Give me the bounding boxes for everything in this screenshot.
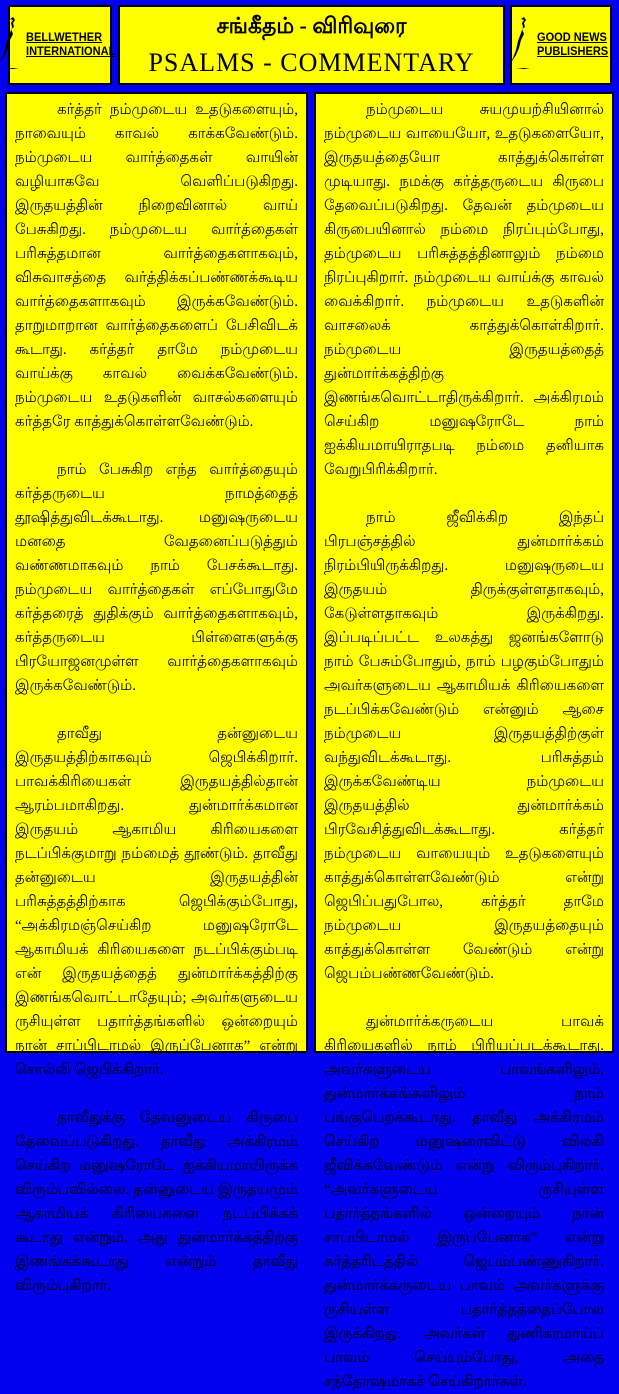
- goodnews-logo-line2: PUBLISHERS: [537, 44, 609, 58]
- left-text-column: [5, 92, 308, 1294]
- right-paragraph-1: நம்முடைய சுயமுயற்சியினால் நம்முடைய வாயையோ, உதடுகளையோ, இருதயத்தையோ காத்துக்கொள்ள முடியாது. நமக்கு கர்த்தருடைய கிருபை தேவைப்படுகிறது. தேவன் தம்முடைய கிருபையினால் நம்மை நிரப்பும்போது, தம்முடைய பரிசுத்தத்தினாலும் நம்மை நிரப்புகிறார். நம்முடைய வாய்க்கு காவல் வைக்கிறார். நம்முடைய உதடுகளின் வாசலைக் காத்துக்கொள்கிறார். நம்முடைய இருதயத்தைத் துன்மார்க்கத்திற்கு இணங்கவொட்டாதிருக்கிறார். அக்கிரமம் செய்கிற மனுஷரோடே நாம் ஐக்கியமாயிராதபடி நம்மை தனியாக வேறுபிரிக்கிறார்.: [324, 102, 604, 478]
- bellwether-logo-box: [8, 5, 116, 85]
- bellwether-logo-line1: BELLWETHER: [26, 30, 103, 45]
- left-paragraph-3: தாவீது தன்னுடைய இருதயத்திற்காகவும் ஜெபிக்கிறார். பாவக்கிரியைகள் இருதயத்தில்தான் ஆரம்பமாகிறது. துன்மார்க்கமான இருதயம் ஆகாமிய கிரியைகளை நடப்பிக்குமாறு நம்மைத் தூண்டும். தாவீது தன்னுடைய இருதயத்தின் பரிசுத்தத்திற்காக ஜெபிக்கும்போது, “அக்கிரமஞ்செய்கிற மனுஷரோடே ஆகாமியக் கிரியைகளை நடப்பிக்கும்படி என் இருதயத்தைத் துன்மார்க்கத்திற்கு இணங்கவொட்டாதேயும்; அவர்களுடைய ருசியுள்ள பதார்த்தங்களில் ஒன்றையும் நான் சாப்பிடாமல் இருப்பேனாக” என்று சொல்லி ஜெபிக்கிறார்.: [15, 726, 298, 1078]
- left-paragraph-1: கர்த்தர் நம்முடைய உதடுகளையும், நாவையும் காவல் காக்கவேண்டும். நம்முடைய வார்த்தைகள் வாயின் வழியாகவே வெளிப்படுகிறது. இருதயத்தின் நிறைவினால் வாய் பேசுகிறது. நம்முடைய வார்த்தைகள் பரிசுத்தமான வார்த்தைகளாகவும், விசுவாசத்தை வர்த்திக்கப்பண்ணக்கூடிய வார்த்தைகளாகவும் இருக்கவேண்டும். தாறுமாறான வார்த்தைகளைப் பேசிவிடக் கூடாது. கர்த்தர் தாமே நம்முடைய வாய்க்கு காவல் வைக்கவேண்டும். நம்முடைய உதடுகளின் வாசல்களையும் கர்த்தரே காத்துக்கொள்ளவேண்டும்.: [15, 102, 298, 430]
- left-paragraph-2: நாம் பேசுகிற எந்த வார்த்தையும் கர்த்தருடைய நாமத்தைத் தூஷித்துவிடக்கூடாது. மனுஷருடைய மனதை வேதனைப்படுத்தும் வண்ணமாகவும் நாம் பேசக்கூடாது. நம்முடைய வார்த்தைகள் எப்போதுமே கர்த்தரைத் துதிக்கும் வார்த்தைகளாகவும், கர்த்தருடைய பிள்ளைகளுக்கு பிரயோஜனமுள்ள வார்த்தைகளாகவும் இருக்கவேண்டும்.: [15, 462, 298, 694]
- right-paragraph-2: நாம் ஜீவிக்கிற இந்தப் பிரபஞ்சத்தில் துன்மார்க்கம் நிரம்பியிருக்கிறது. மனுஷருடைய இருதயம் திருக்குள்ளதாகவும், கேடுள்ளதாகவும் இருக்கிறது. இப்படிப்பட்ட உலகத்து ஜனங்களோடு நாம் பேசும்போதும், நாம் பழகும்போதும் அவர்களுடைய ஆகாமியக் கிரியைகளை நடப்பிக்கவேண்டும் என்னும் ஆசை நம்முடைய இருதயத்திற்குள் வந்துவிடக்கூடாது. பரிசுத்தம் இருக்கவேண்டிய நம்முடைய இருதயத்தில் துன்மார்க்கம் பிரவேசித்துவிடக்கூடாது. கர்த்தர் நம்முடைய வாயையும் உதடுகளையும் காத்துக்கொள்ளவேண்டும் என்று ஜெபிப்பதுபோல, கர்த்தர் தாமே நம்முடைய இருதயத்தையும் காத்துக்கொள்ள வேண்டும் என்று ஜெபம்பண்ணவேண்டும்.: [324, 510, 604, 982]
- goodnews-logo-box: [510, 5, 612, 85]
- page-title-tamil: சங்கீதம் - விரிவுரை: [216, 12, 407, 38]
- header-title-box: [118, 5, 505, 85]
- right-paragraph-3: துன்மார்க்கருடைய பாவக் கிரியைகளில் நாம் பிரியப்படக்கூடாது. அவர்களுடைய பாவங்களிலும், துன்மார்க்கங்களிலும் நாம் பங்குபெறக்கூடாது. தாவீது அக்கிரமம் செய்கிற மனுஷரைவிட்டு விலகி ஜீவிக்கவேண்டும் என்று விரும்புகிறார். “அவர்களுடைய ருசியுள்ள பதார்த்தங்களில் ஒன்றையும் நான் சாப்பிடாமல் இருப்பேனாக” என்று கர்த்தரிடத்தில் ஜெபம்பண்ணுகிறார். துன்மார்க்கருடைய பாவம் அவர்களுக்கு ருசியுள்ள பதார்த்தத்தைப்போல இருக்கிறது. அவர்கள் துணிகரமாய்ப் பாவம் செய்யும்போது, அதை சந்தோஷமாகச் செய்கிறார்கள்.: [324, 1014, 604, 1390]
- left-paragraph-4: தாவீதுக்கு தேவனுடைய கிருபை தேவைப்படுகிறது. தாவீது அக்கிரமம் செய்கிற மனுஷரோடே ஐக்கியமாயிருக்க விரும்பவில்லை. தன்னுடைய இருதயமும் ஆகாமியக் கிரியைகளை நடப்பிக்கக் கூடாது என்றும், அது துன்மார்க்கத்திற்கு இணங்கக்கூடாது என்றும் தாவீது விரும்புகிறார்.: [15, 1110, 298, 1294]
- page-title-english: PSALMS - COMMENTARY: [148, 47, 475, 77]
- goodnews-logo-line1: GOOD NEWS: [537, 30, 608, 45]
- right-text-column: [314, 92, 614, 1390]
- bellwether-mascot-icon: [0, 17, 22, 74]
- bellwether-logo-line2: INTERNATIONAL: [26, 44, 116, 58]
- goodnews-mascot-icon: [507, 17, 533, 74]
